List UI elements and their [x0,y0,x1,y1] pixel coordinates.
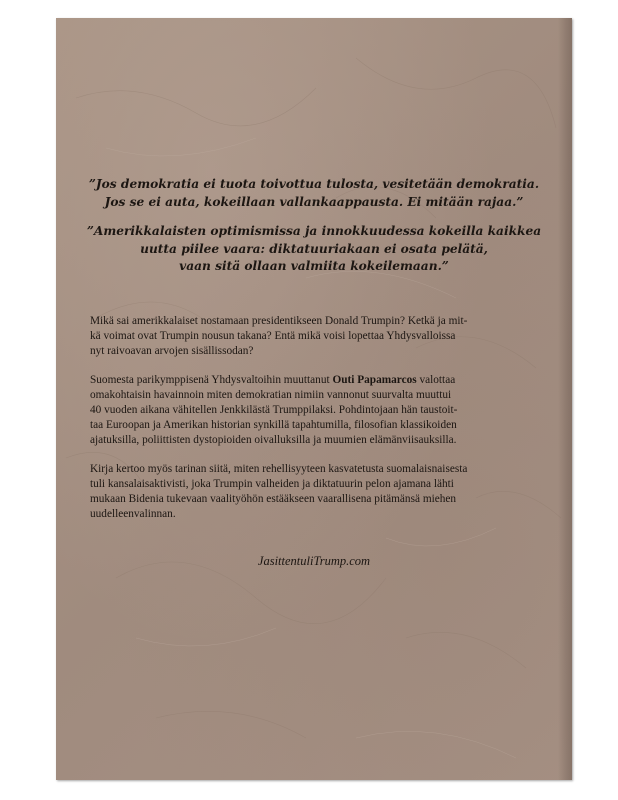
paragraph-line: uudelleenvalinnan. [90,508,176,520]
paragraph-line: Kirja kertoo myös tarinan siitä, miten rehellisyyteen kasvatetusta suomalaisnaisesta [90,463,468,475]
quote-2 [86,223,542,276]
author-name: Outi Papamarcos [332,374,417,386]
quote-1 [86,176,542,211]
book-back-cover [56,18,572,780]
paragraph-line: ajatuksilla, poliittisten dystopioiden oivalluksilla ja muumien elämänviisauksilla. [90,434,457,446]
paragraph-line: tuli kansalaisaktivisti, joka Trumpin valheiden ja diktatuurin pelon ajamana lähti [90,478,454,490]
paragraph-line: kä voimat ovat Trumpin nousun takana? Entä mikä voisi lopettaa Yhdysvalloissa [90,330,456,342]
paragraph-author [90,373,540,448]
paragraph-intro [90,314,540,359]
paragraph-line: valottaa [416,374,456,386]
paragraph-line: taa Euroopan ja Amerikan historian synkillä tapahtumilla, filosofian klassikoiden [90,419,457,431]
paragraph-line: Mikä sai amerikkalaiset nostamaan presidentikseen Donald Trumpin? Ketkä ja mit- [90,315,468,327]
quote-1-line-2: Jos se ei auta, kokeillaan vallankaappausta. Ei mitään rajaa.” [104,194,524,209]
paragraph-line: Suomesta parikymppisenä Yhdysvaltoihin muuttanut [90,374,333,386]
cover-content [56,18,572,780]
quote-2-line-2: uutta piilee vaara: diktatuuriakaan ei osata pelätä, [140,241,488,256]
paragraph-line: omakohtaisin havainnoin miten demokratian nimiin vannonut suurvalta muuttui [90,389,452,401]
website-url: JasittentuliTrump.com [257,554,371,568]
paragraph-line: mukaan Bidenia tukevaan vaalityöhön estääkseen vaarallisena pitämänsä miehen [90,493,457,505]
quote-1-line-1: ”Jos demokratia ei tuota toivottua tulosta, vesitetään demokratia. [88,177,540,191]
quote-2-line-3: vaan sitä ollaan valmiita kokeilemaan.” [179,259,449,273]
quote-2-line-1: ”Amerikkalaisten optimismissa ja innokkuudessa kokeilla kaikkea [86,224,542,238]
paragraph-line: 40 vuoden aikana vähitellen Jenkkilästä Trumppilaksi. Pohdintojaan hän taustoit- [90,404,458,416]
paragraph-story [90,462,540,522]
paragraph-line: nyt raivoavan arvojen sisällissodan? [90,345,254,357]
